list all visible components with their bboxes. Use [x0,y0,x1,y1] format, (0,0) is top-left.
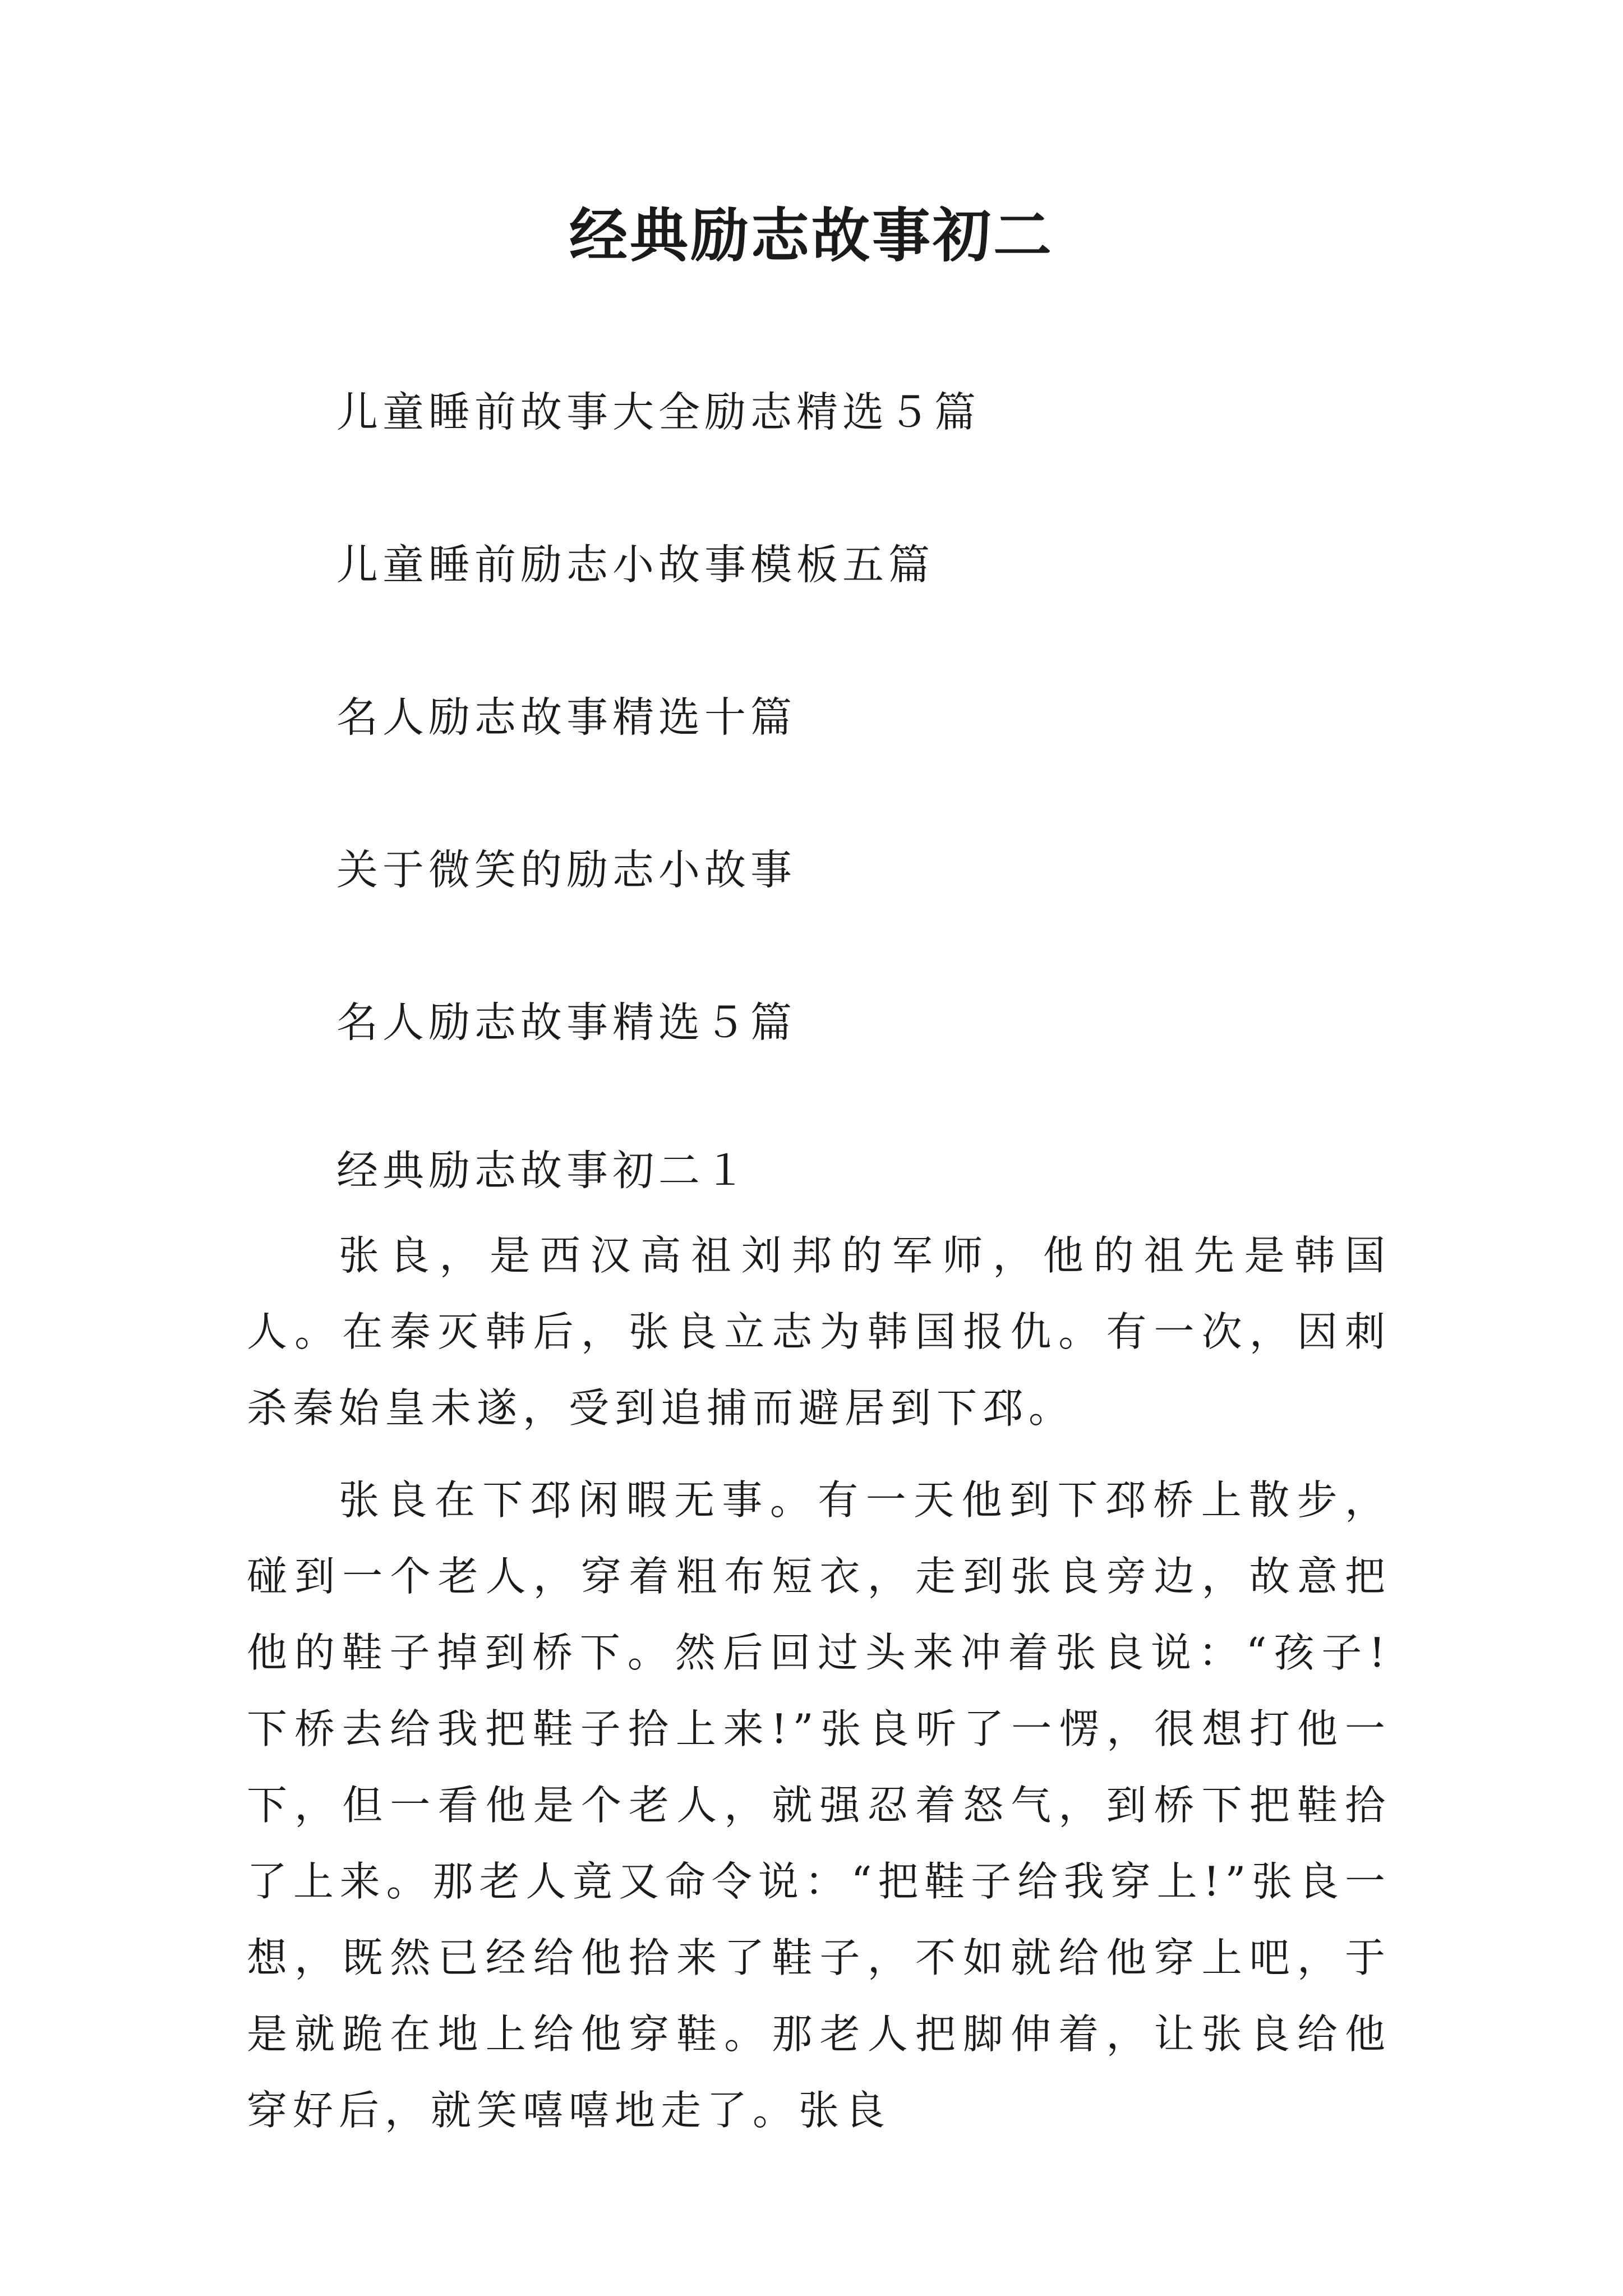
paragraph: 张良，是西汉高祖刘邦的军师，他的祖先是韩国人。在秦灭韩后，张良立志为韩国报仇。有一次，因刺杀秦始皇未遂，受到追捕而避居到下邳。 [247,1232,1391,1432]
toc-item: 关于微笑的励志小故事 [336,846,796,894]
toc-item: 儿童睡前励志小故事模板五篇 [336,541,934,589]
paragraph: 张良在下邳闲暇无事。有一天他到下邳桥上散步，碰到一个老人，穿着粗布短衣，走到张良旁边，故意把他的鞋子掉到桥下。然后回过头来冲着张良说：“孩子!下桥去给我把鞋子拾上来!”张良听了一愣，很想打他一下，但一看他是个老人，就强忍着怒气，到桥下把鞋拾了上来。那老人竟又命令说：“把鞋子给我穿上!”张良一想，既然已经给他拾来了鞋子，不如就给他穿上吧，于是就跪在地上给他穿鞋。那老人把脚伸着，让张良给他穿好后，就笑嘻嘻地走了。张良 [247,1476,1391,2134]
document-title: 经典励志故事初二 [569,201,1054,270]
toc-item: 儿童睡前故事大全励志精选５篇 [336,388,980,436]
section-heading: 经典励志故事初二１ [336,1147,750,1195]
toc-item: 名人励志故事精选十篇 [336,693,796,742]
body-text [247,1217,1391,2164]
toc-item: 名人励志故事精选５篇 [336,999,796,1047]
table-of-contents [336,381,980,1144]
